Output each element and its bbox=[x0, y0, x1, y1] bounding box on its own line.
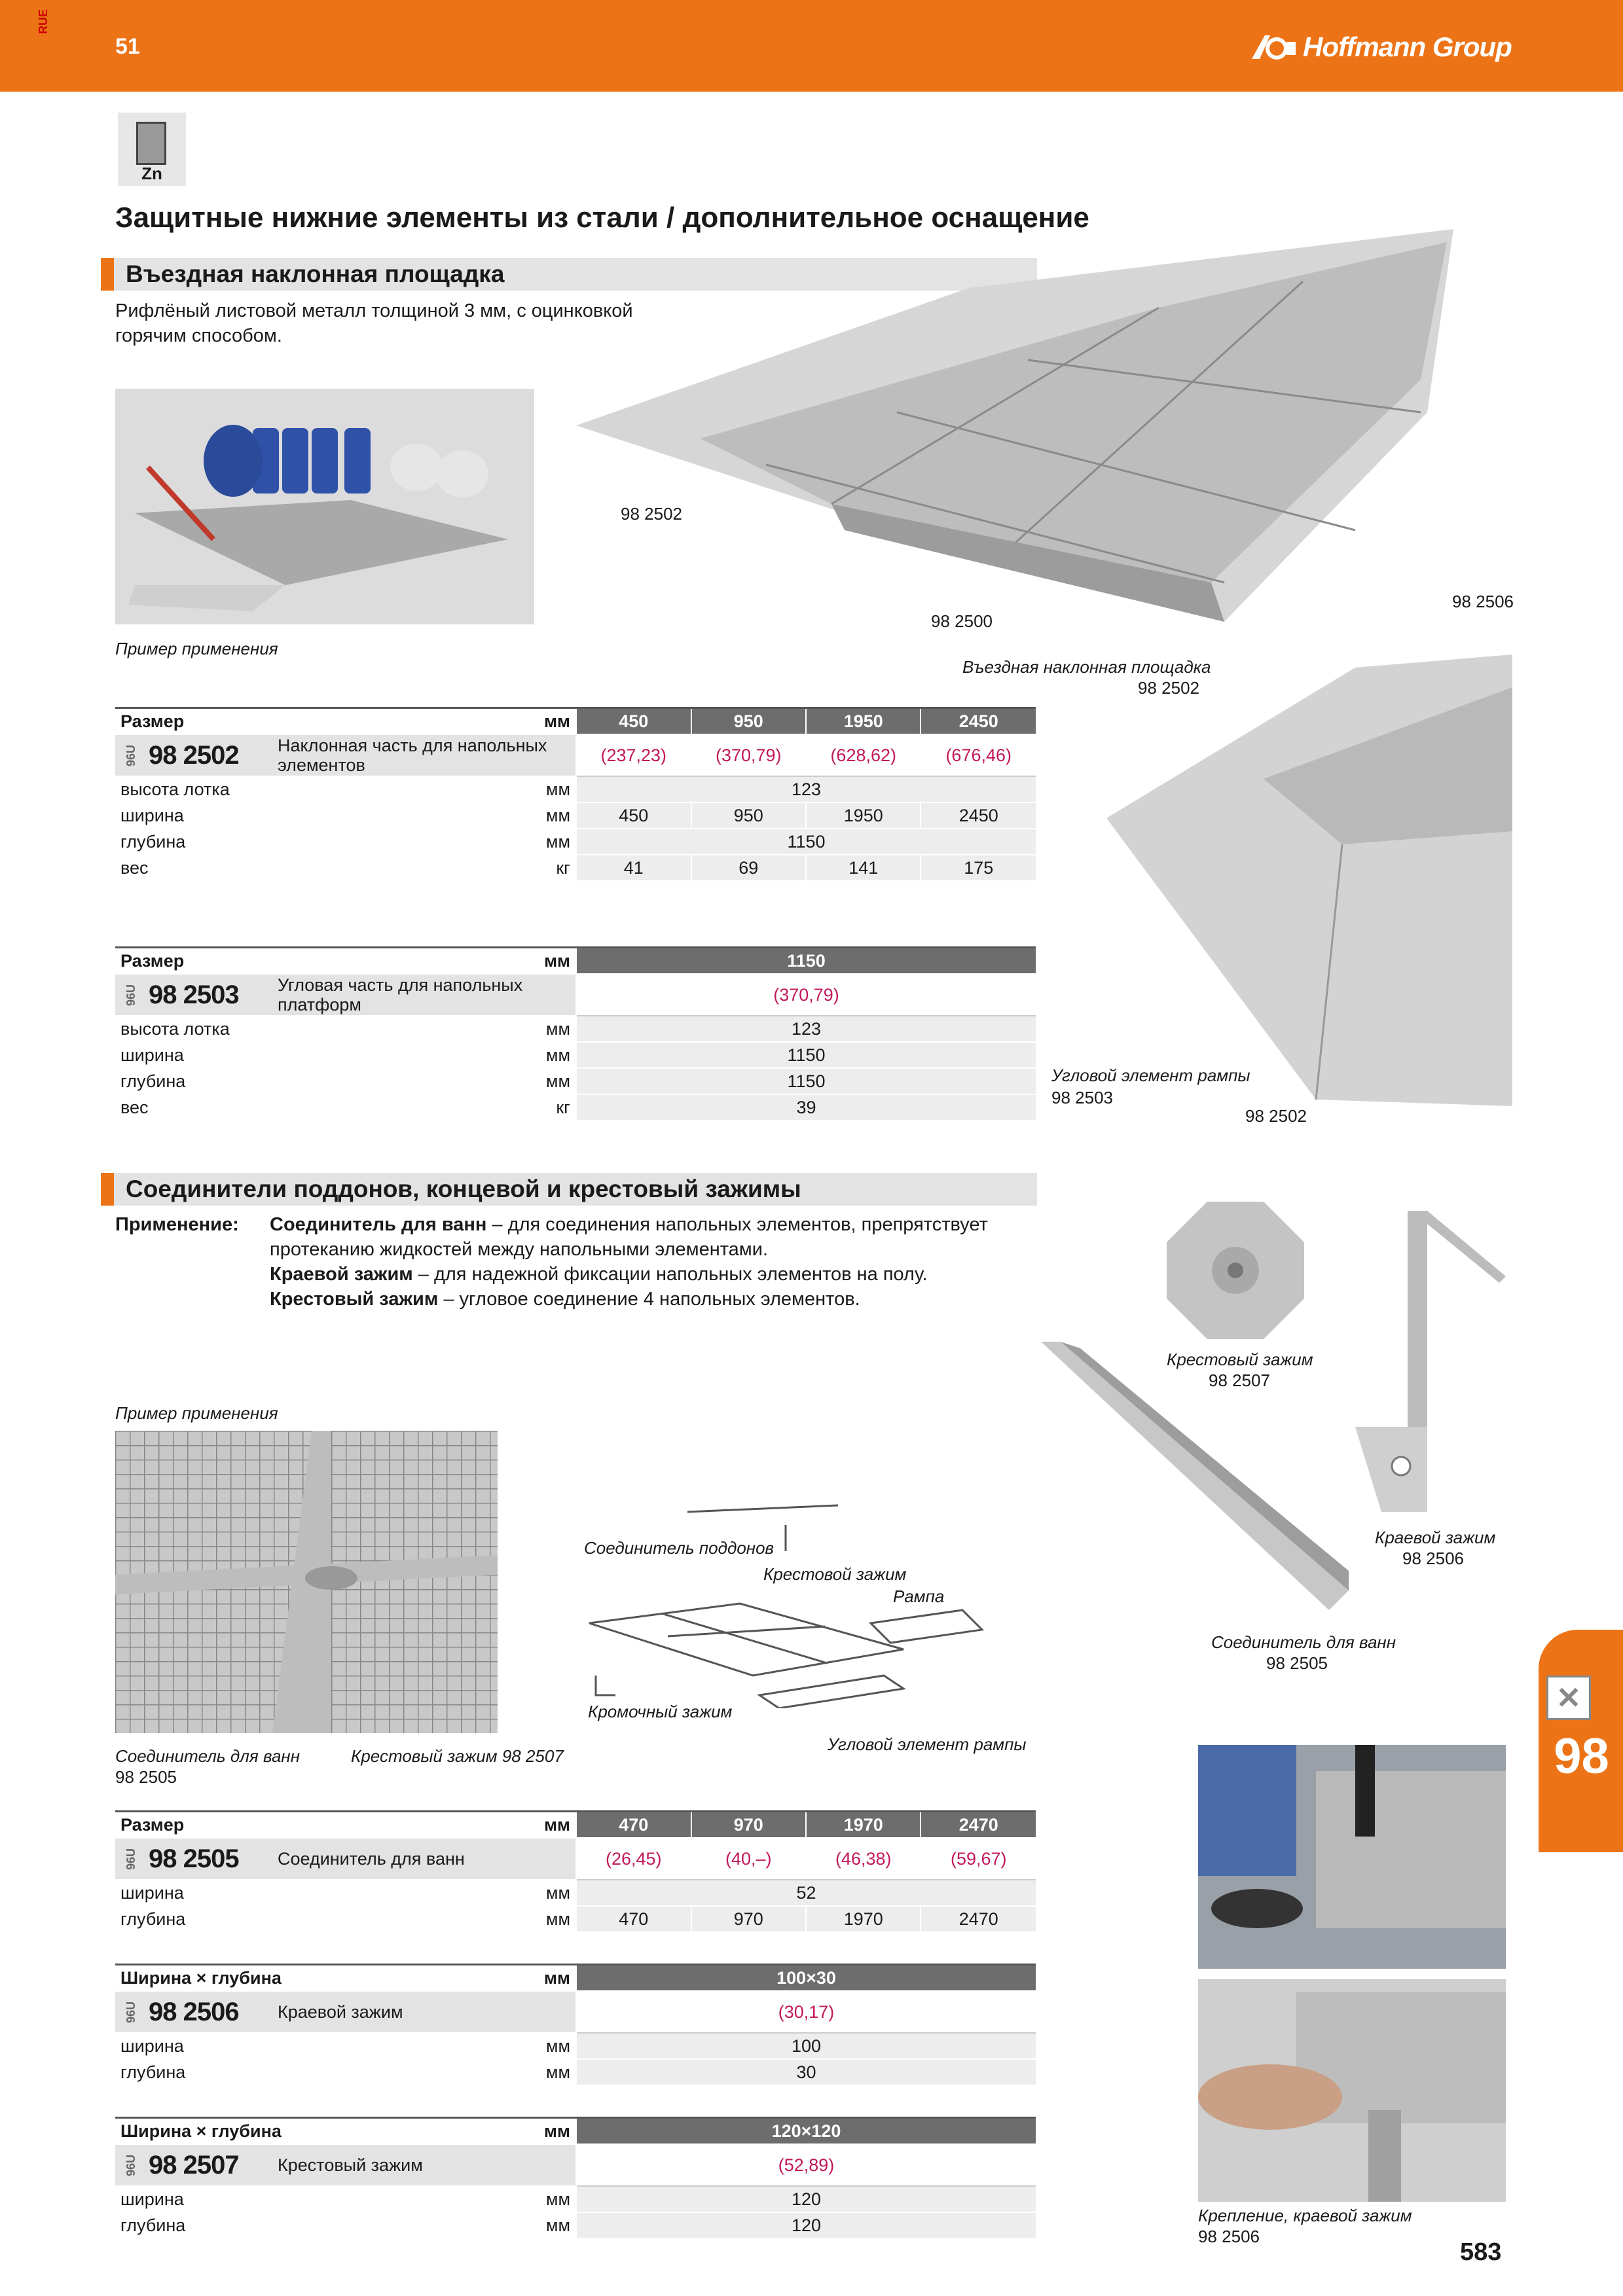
mount-caption: Крепление, краевой зажим bbox=[1198, 2206, 1412, 2225]
table-row: высота лотка мм 123 bbox=[115, 1016, 1036, 1042]
table-row: глубина мм 120 bbox=[115, 2212, 1036, 2238]
example-photo-grating bbox=[115, 1431, 498, 1733]
callout-edge: 98 2506 bbox=[1452, 592, 1514, 611]
article-number: 96U 98 2502 bbox=[115, 734, 272, 776]
diagram-label-corner-ramp: Угловой элемент рампы bbox=[828, 1734, 1027, 1754]
spec-table-982502: Размер мм 450 950 1950 2450 96U 98 2502 Наклонная часть для напольных элементов (237,23) (370,79) (628,62) (676,46) высота лотка мм 123 ширина мм 450 950 1950 2450 глубина мм 1150 вес кг 41 69 141 175 bbox=[115, 707, 1036, 882]
brand-name: Hoffmann Group bbox=[1303, 31, 1512, 62]
brand-logo bbox=[1250, 31, 1512, 63]
table-row: ширина мм 52 bbox=[115, 1880, 1036, 1906]
edge-clamp-image bbox=[1355, 1211, 1512, 1525]
diagram-label-edge-clamp: Кромочный зажим bbox=[588, 1702, 733, 1721]
diagram-label-cross-clamp: Крестовой зажим bbox=[763, 1564, 907, 1584]
table-row: ширина мм 1150 bbox=[115, 1042, 1036, 1068]
platform-illustration bbox=[570, 216, 1512, 635]
ramp-detail-illustration bbox=[1080, 648, 1512, 1119]
detail-label-ramp: Въездная наклонная площадка bbox=[962, 657, 1211, 677]
price: (52,89) bbox=[576, 2144, 1036, 2186]
price: (30,17) bbox=[576, 1991, 1036, 2033]
edge-clamp-no: 98 2506 bbox=[1402, 1549, 1464, 1568]
price: (628,62) bbox=[806, 734, 921, 776]
price: (676,46) bbox=[921, 734, 1036, 776]
table-row: глубина мм 30 bbox=[115, 2059, 1036, 2085]
article-number: 96U 98 2507 bbox=[115, 2144, 272, 2186]
table-row: глубина мм 470 970 1970 2470 bbox=[115, 1906, 1036, 1932]
page-title: Защитные нижние элементы из стали / дополнительное оснащение bbox=[115, 202, 1089, 234]
cross-clamp-label: Крестовый зажим bbox=[1167, 1350, 1313, 1369]
table-row: ширина мм 450 950 1950 2450 bbox=[115, 802, 1036, 829]
close-icon: ✕ bbox=[1546, 1676, 1591, 1720]
edge-clamp-label: Краевой зажим bbox=[1375, 1528, 1496, 1547]
hoffmann-logo-icon bbox=[1250, 33, 1296, 62]
example-caption-2: Пример применения bbox=[115, 1403, 278, 1423]
mount-caption-no: 98 2506 bbox=[1198, 2227, 1260, 2246]
callout-platform: 98 2500 bbox=[931, 611, 993, 631]
article-number: 96U 98 2503 bbox=[115, 974, 272, 1016]
article-number: 96U 98 2506 bbox=[115, 1991, 272, 2033]
material-badge bbox=[118, 113, 186, 186]
price: (370,79) bbox=[691, 734, 806, 776]
material-label: Zn bbox=[141, 164, 162, 183]
table-row: ширина мм 120 bbox=[115, 2186, 1036, 2212]
chapter-number: 98 bbox=[1554, 1729, 1609, 1784]
application-label: Применение: bbox=[115, 1214, 239, 1235]
application-text: Соединитель для ванн – для соединения напольных элементов, препрятствует протеканию жидкостей между напольными элементами. Краевой зажим – для надежной фиксации напольных элементов на полу. Крестовый зажим – угловое соединение 4 напольных элементов. bbox=[270, 1214, 988, 1310]
table-row: глубина мм 1150 bbox=[115, 829, 1036, 855]
diagram-label-ramp: Рампа bbox=[893, 1587, 945, 1606]
example-photo-ramp bbox=[115, 389, 534, 624]
table-row: вес кг 39 bbox=[115, 1094, 1036, 1121]
cross-clamp-no: 98 2507 bbox=[1209, 1371, 1270, 1390]
size-label: Размер bbox=[115, 708, 521, 735]
price: (370,79) bbox=[576, 974, 1036, 1016]
region-code: RUE bbox=[37, 9, 50, 34]
cross-clamp-image bbox=[1167, 1202, 1304, 1339]
page-number: 583 bbox=[1460, 2238, 1502, 2266]
price: (40,–) bbox=[691, 1838, 806, 1880]
table-row: вес кг 41 69 141 175 bbox=[115, 855, 1036, 881]
photo-mounting bbox=[1198, 1979, 1506, 2202]
photo-caption-connector: Соединитель для ванн bbox=[115, 1746, 301, 1766]
table-row: глубина мм 1150 bbox=[115, 1068, 1036, 1094]
chapter-page: 51 bbox=[115, 34, 140, 59]
detail-no-ramp2: 98 2502 bbox=[1245, 1106, 1307, 1126]
connector-image bbox=[1041, 1342, 1349, 1617]
section-description: Рифлёный листовой металл толщиной 3 мм, с оцинковкой горячим способом. bbox=[115, 300, 633, 346]
price: (46,38) bbox=[806, 1838, 921, 1880]
section-heading-ramp: Въездная наклонная площадка bbox=[101, 258, 1037, 291]
zinc-icon bbox=[136, 122, 166, 165]
photo-caption-cross: Крестовый зажим 98 2507 bbox=[351, 1746, 564, 1766]
spec-table-982506: Ширина × глубина мм 100×30 96U 98 2506 Краевой зажим (30,17) ширина мм 100 глубина мм 30 bbox=[115, 1964, 1036, 2086]
connector-label: Соединитель для ванн bbox=[1211, 1632, 1396, 1652]
detail-no-corner: 98 2503 bbox=[1051, 1088, 1113, 1107]
price: (59,67) bbox=[921, 1838, 1036, 1880]
connector-no: 98 2505 bbox=[1266, 1653, 1328, 1673]
table-row: ширина мм 100 bbox=[115, 2033, 1036, 2059]
detail-no-ramp: 98 2502 bbox=[1138, 678, 1199, 698]
article-number: 96U 98 2505 bbox=[115, 1838, 272, 1880]
spec-table-982507: Ширина × глубина мм 120×120 96U 98 2507 Крестовый зажим (52,89) ширина мм 120 глубина мм 120 bbox=[115, 2117, 1036, 2239]
example-caption-1: Пример применения bbox=[115, 639, 278, 658]
detail-label-corner: Угловой элемент рампы bbox=[1051, 1066, 1250, 1085]
photo-caption-connector-no: 98 2505 bbox=[115, 1767, 177, 1787]
diagram-label-pallet-connector: Соединитель поддонов bbox=[584, 1538, 775, 1558]
section-heading-connectors: Соединители поддонов, концевой и крестовый зажимы bbox=[101, 1173, 1037, 1206]
price: (26,45) bbox=[576, 1838, 691, 1880]
spec-table-982505: Размер мм 470 970 1970 2470 96U 98 2505 Соединитель для ванн (26,45) (40,–) (46,38) (59,67) ширина мм 52 глубина мм 470 970 1970 2470 bbox=[115, 1810, 1036, 1933]
price: (237,23) bbox=[576, 734, 691, 776]
photo-drilling bbox=[1198, 1745, 1506, 1969]
spec-table-982503: Размер мм 1150 96U 98 2503 Угловая часть для напольных платформ (370,79) высота лотка мм 123 ширина мм 1150 глубина мм 1150 вес кг 39 bbox=[115, 946, 1036, 1121]
callout-ramp: 98 2502 bbox=[621, 504, 682, 524]
table-row: высота лотка мм 123 bbox=[115, 776, 1036, 802]
